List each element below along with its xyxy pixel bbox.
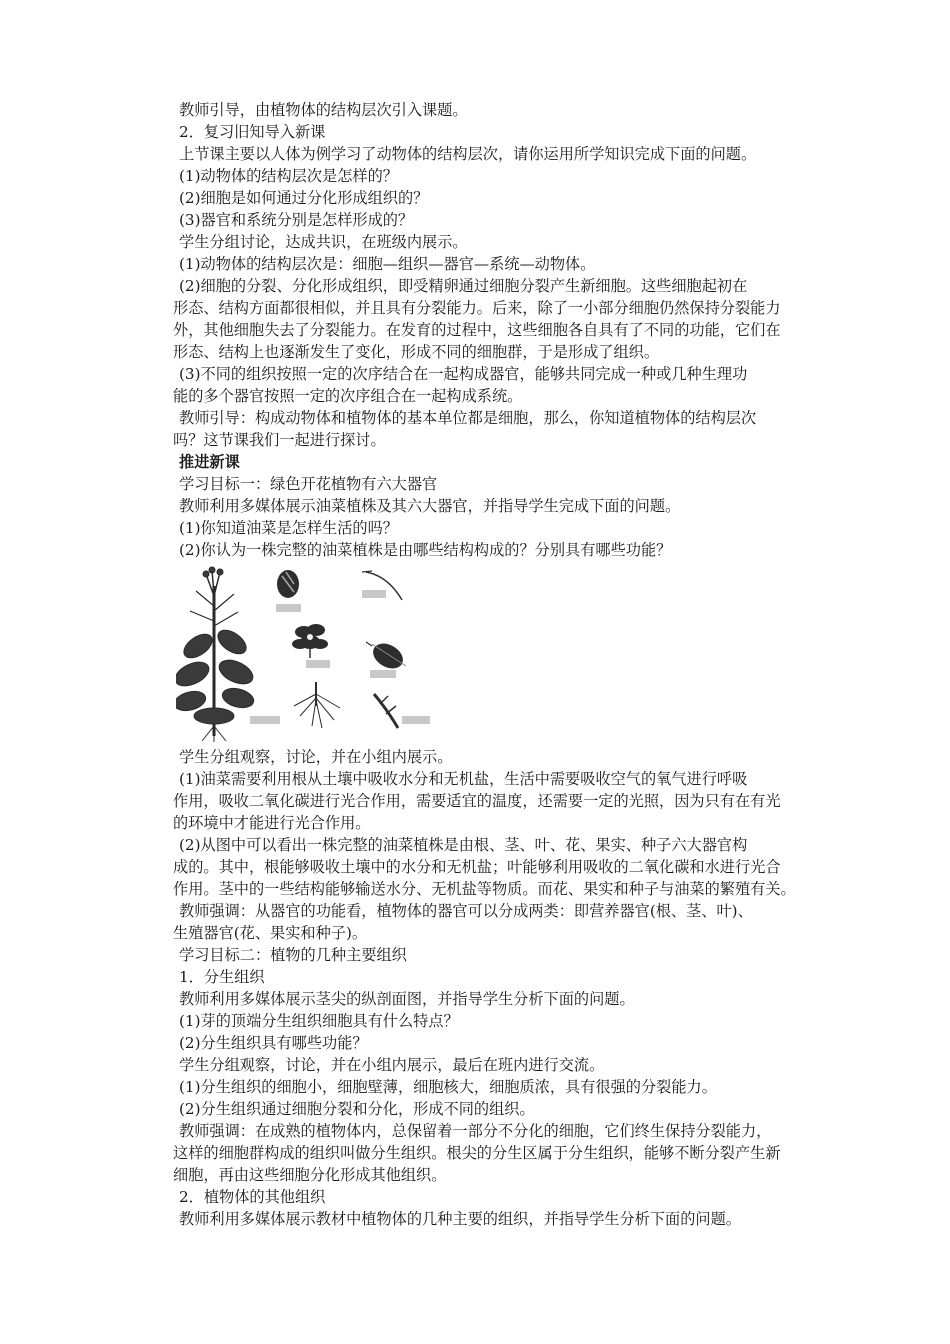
text-line: 学生分组讨论，达成共识，在班级内展示。 xyxy=(179,233,468,251)
text-line: (2)你认为一株完整的油菜植株是由哪些结构构成的？分别具有哪些功能？ xyxy=(179,541,672,559)
text-line: (3)器官和系统分别是怎样形成的？ xyxy=(179,211,414,229)
text-line: (2)细胞的分裂、分化形成组织，即受精卵通过细胞分裂产生新细胞。这些细胞起初在 xyxy=(179,277,748,295)
text-line: 学习目标二：植物的几种主要组织 xyxy=(179,946,407,964)
rapeseed-organs-figure xyxy=(176,566,446,742)
text-line: 成的。其中，根能够吸收土壤中的水分和无机盐；叶能够利用吸收的二氧化碳和水进行光合 xyxy=(173,858,781,876)
text-line: 教师利用多媒体展示茎尖的纵剖面图，并指导学生分析下面的问题。 xyxy=(179,990,635,1008)
text-block-after-figure xyxy=(173,746,813,1230)
text-line: 学习目标一：绿色开花植物有六大器官 xyxy=(179,475,438,493)
branch-icon xyxy=(374,694,430,728)
text-line: 形态、结构方面都很相似，并且具有分裂能力。后来，除了一小部分细胞仍然保持分裂能力 xyxy=(173,299,781,317)
text-line: (1)动物体的结构层次是：细胞—组织—器官—系统—动物体。 xyxy=(179,255,596,273)
text-line: 生殖器官(花、果实和种子)。 xyxy=(173,924,368,942)
text-line: 外，其他细胞失去了分裂能力。在发育的过程中，这些细胞各自具有了不同的功能，它们在 xyxy=(173,321,781,339)
text-line: 的环境中才能进行光合作用。 xyxy=(173,814,371,832)
section-heading: 推进新课 xyxy=(179,453,240,471)
rapeseed-plant-icon xyxy=(176,567,257,742)
text-line: (2)分生组织具有哪些功能？ xyxy=(179,1034,368,1052)
text-line: 作用。茎中的一些结构能够输送水分、无机盐等物质。而花、果实和种子与油菜的繁殖有关。 xyxy=(173,880,796,898)
text-line: (1)分生组织的细胞小，细胞壁薄，细胞核大，细胞质浓，具有很强的分裂能力。 xyxy=(179,1078,717,1096)
text-line: 教师利用多媒体展示油菜植株及其六大器官，并指导学生完成下面的问题。 xyxy=(179,497,681,515)
text-line: 能的多个器官按照一定的次序组合在一起构成系统。 xyxy=(173,387,523,405)
text-line: 2．植物体的其他组织 xyxy=(179,1188,326,1206)
document-body xyxy=(173,99,813,1230)
text-line: 2．复习旧知导入新课 xyxy=(179,123,326,141)
text-line: 教师引导：构成动物体和植物体的基本单位都是细胞，那么，你知道植物体的结构层次 xyxy=(179,409,757,427)
text-line: 上节课主要以人体为例学习了动物体的结构层次，请你运用所学知识完成下面的问题。 xyxy=(179,145,757,163)
text-line: 教师利用多媒体展示教材中植物体的几种主要的组织，并指导学生分析下面的问题。 xyxy=(179,1210,741,1228)
flower-icon xyxy=(292,624,330,668)
text-line: 1．分生组织 xyxy=(179,968,265,986)
leaf-icon xyxy=(366,638,407,678)
figure-illustration xyxy=(176,566,446,742)
text-line: (2)分生组织通过细胞分裂和分化，形成不同的组织。 xyxy=(179,1100,535,1118)
text-line: 形态、结构上也逐渐发生了变化，形成不同的细胞群，于是形成了组织。 xyxy=(173,343,659,361)
text-line: 作用，吸收二氧化碳进行光合作用，需要适宜的温度，还需要一定的光照，因为只有在有光 xyxy=(173,792,781,810)
text-line: 教师强调：从器官的功能看，植物体的器官可以分成两类：即营养器官(根、茎、叶)、 xyxy=(179,902,753,920)
text-block-before-figure xyxy=(173,99,813,561)
text-line: 细胞，再由这些细胞分化形成其他组织。 xyxy=(173,1166,447,1184)
seed-pod-icon xyxy=(276,570,301,612)
text-line: 吗？这节课我们一起进行探讨。 xyxy=(173,431,386,449)
text-line: (2)细胞是如何通过分化形成组织的？ xyxy=(179,189,429,207)
text-line: 学生分组观察，讨论，并在小组内展示。 xyxy=(179,748,453,766)
root-icon xyxy=(250,682,340,728)
stem-segment-icon xyxy=(362,571,402,600)
text-line: (1)动物体的结构层次是怎样的？ xyxy=(179,167,398,185)
text-line: (2)从图中可以看出一株完整的油菜植株是由根、茎、叶、花、果实、种子六大器官构 xyxy=(179,836,748,854)
text-line: 学生分组观察，讨论，并在小组内展示，最后在班内进行交流。 xyxy=(179,1056,605,1074)
text-line: (1)你知道油菜是怎样生活的吗？ xyxy=(179,519,398,537)
text-line: (3)不同的组织按照一定的次序结合在一起构成器官，能够共同完成一种或几种生理功 xyxy=(179,365,748,383)
text-line: (1)芽的顶端分生组织细胞具有什么特点？ xyxy=(179,1012,459,1030)
text-line: 教师强调：在成熟的植物体内，总保留着一部分不分化的细胞，它们终生保持分裂能力， xyxy=(179,1122,772,1140)
text-line: 这样的细胞群构成的组织叫做分生组织。根尖的分生区属于分生组织，能够不断分裂产生新 xyxy=(173,1144,781,1162)
text-line: (1)油菜需要利用根从土壤中吸收水分和无机盐，生活中需要吸收空气的氧气进行呼吸 xyxy=(179,770,748,788)
text-line: 教师引导，由植物体的结构层次引入课题。 xyxy=(179,101,468,119)
